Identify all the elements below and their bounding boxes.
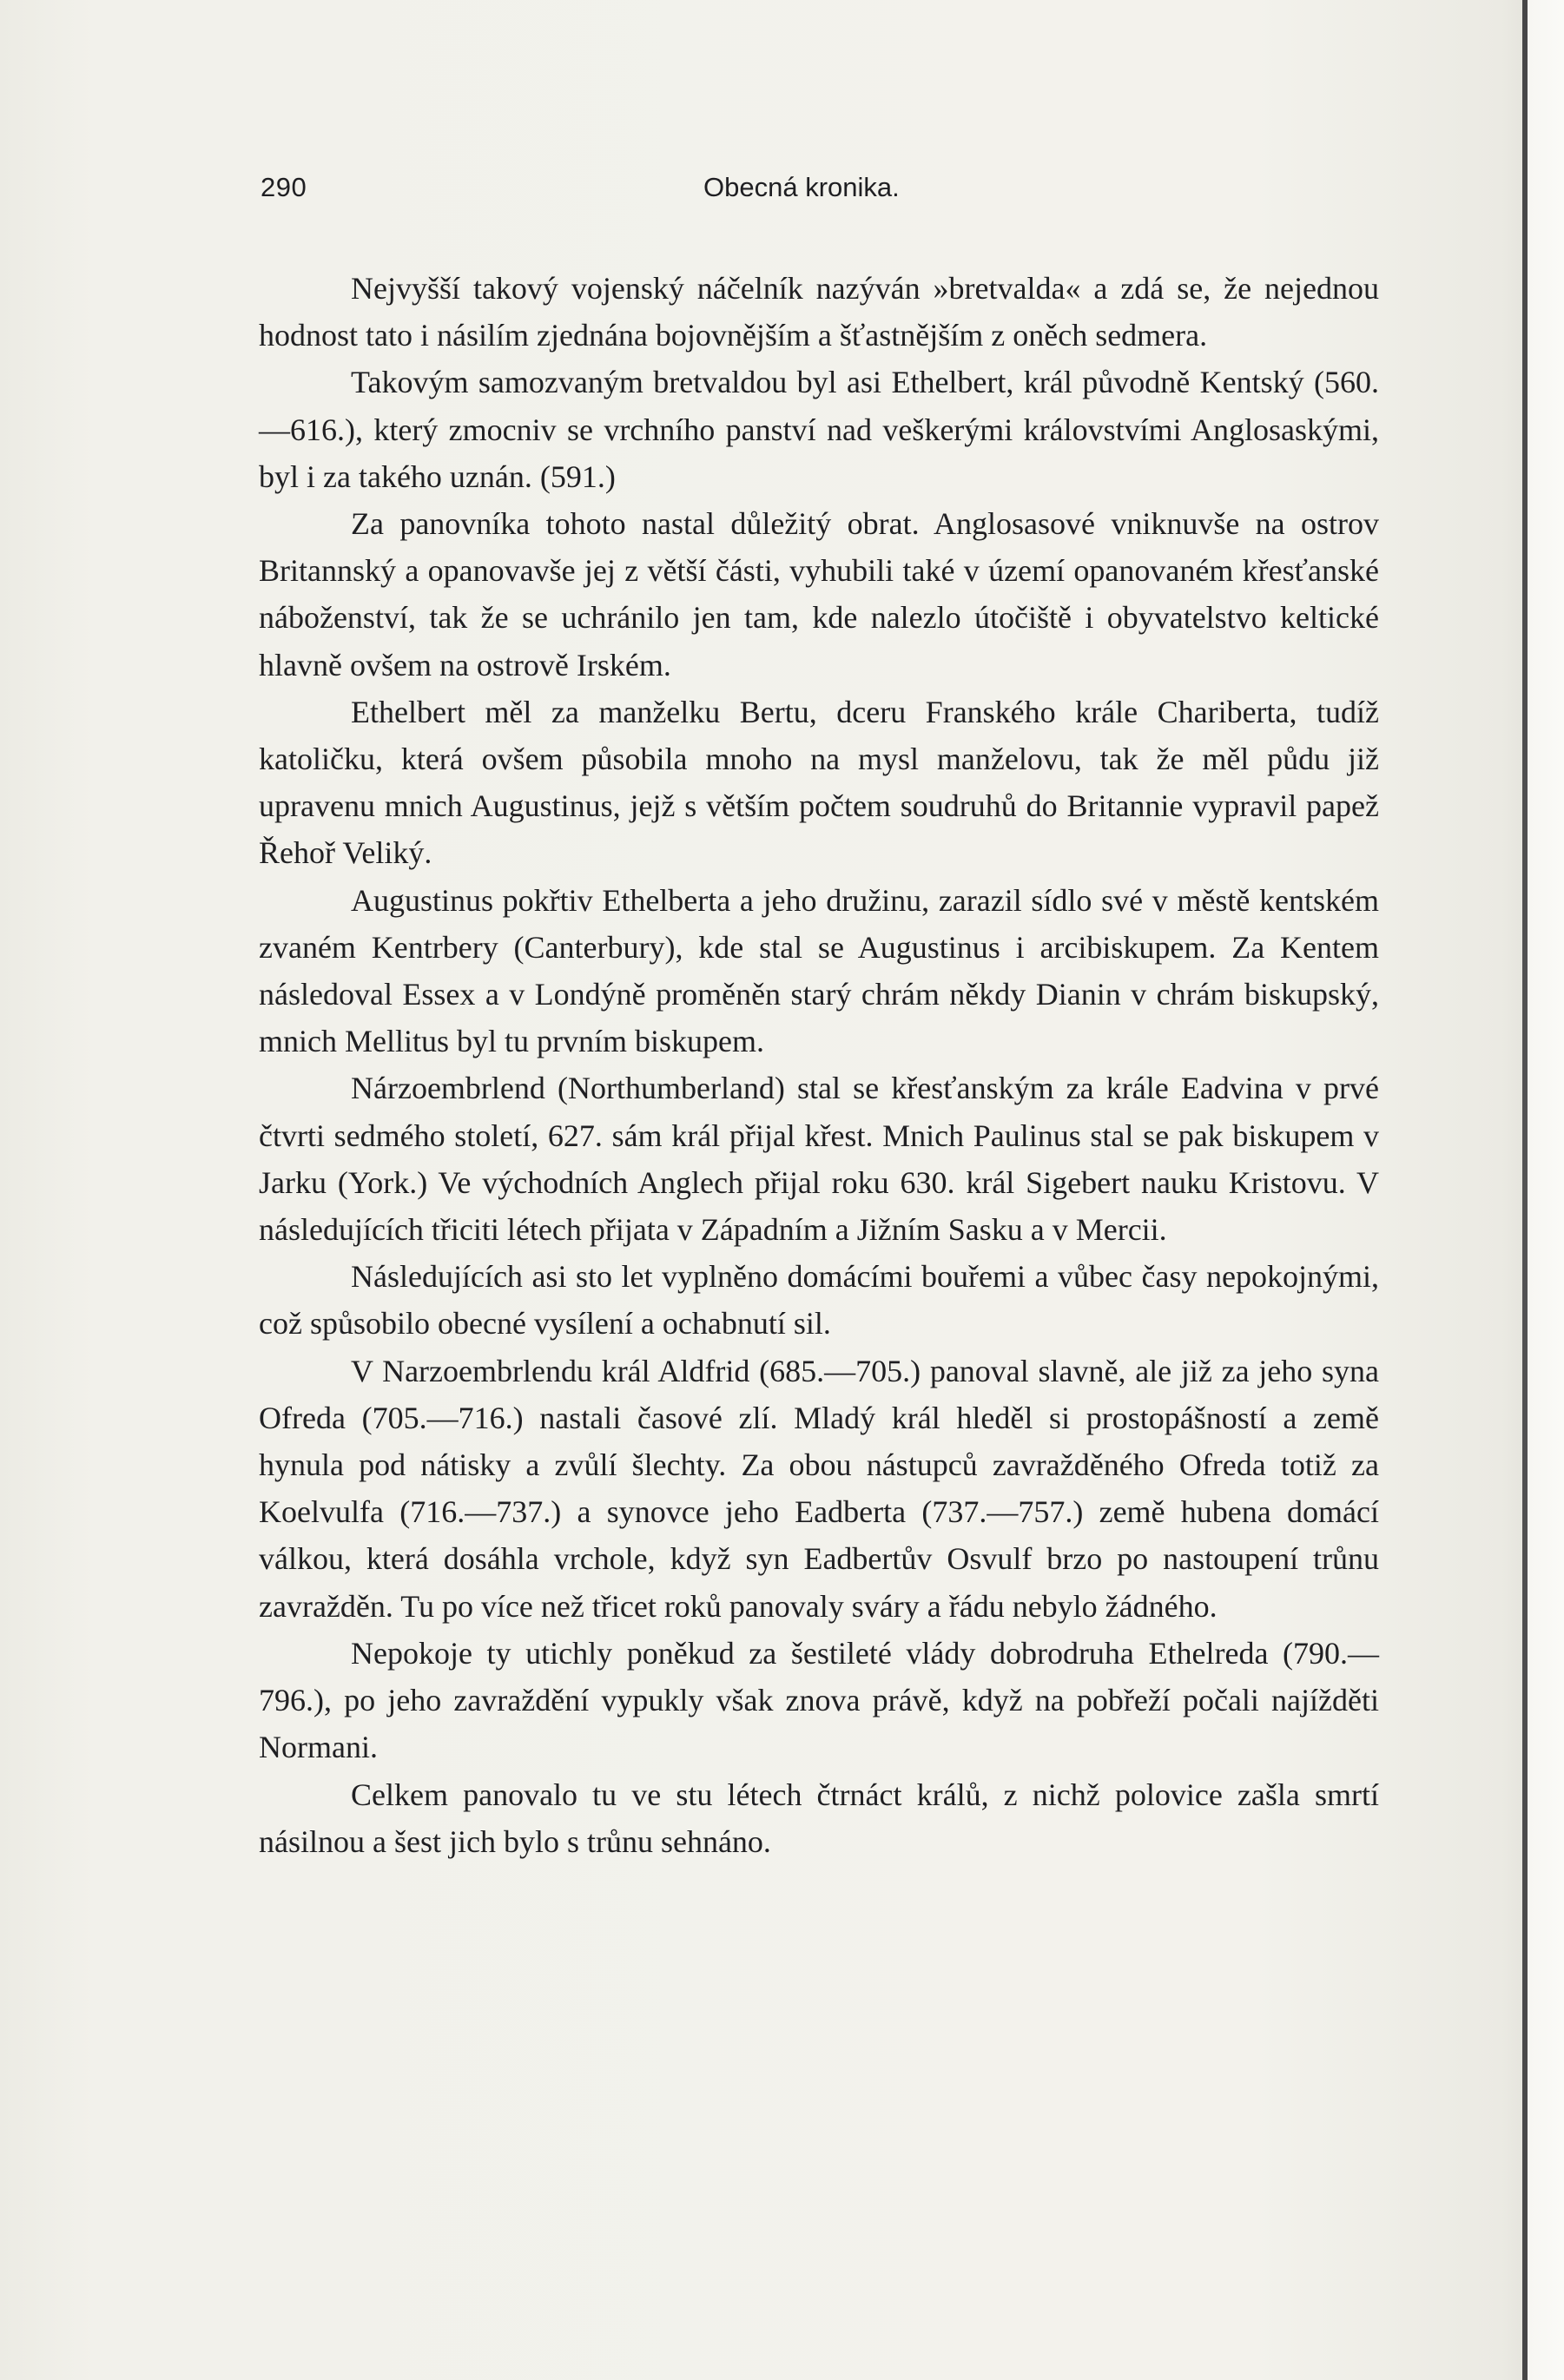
page-number: 290 [261, 172, 307, 202]
paragraph-augustinus: Augustinus pokřtiv Ethelberta a jeho družinu, zarazil sídlo své v městě kentském zvaném Kentrbery (Canterbury), kde stal se Augustinus i arcibiskupem. Za Kentem následoval Essex a v Londýně proměněn starý chrám někdy Dianin v chrám biskupský, mnich Mellitus byl tu prvním biskupem. [259, 882, 1379, 1059]
body-text [259, 265, 1379, 1865]
paragraph-bretvalda: Nejvyšší takový vojenský náčelník nazýván »bretvalda« a zdá se, že nejednou hodnost tato i násilím zjednána bojovnějším a šťastnějším z oněch sedmera. [259, 271, 1379, 353]
page-margin-right [1528, 0, 1564, 2380]
paragraph-northumberland: Nárzoembrlend (Northumberland) stal se křesťanským za krále Eadvina v prvé čtvrti sedmého století, 627. sám král přijal křest. Mnich Paulinus stal se pak biskupem v Jarku (York.) Ve východních Anglech přijal roku 630. král Sigebert nauku Kristovu. V následujících třiciti létech přijata v Západním a Jižním Sasku a v Mercii. [259, 1071, 1379, 1248]
paragraph-ethelbert: Takovým samozvaným bretvaldou byl asi Ethelbert, král původně Kentský (560.—616.), který zmocniv se vrchního panství nad veškerými královstvími Anglosaskými, byl i za takého uznán. (591.) [259, 365, 1379, 494]
paragraph-obrat: Za panovníka tohoto nastal důležitý obrat. Anglosasové vniknuvše na ostrov Britannský a opanovavše jej z větší části, vyhubili také v území opanovaném křesťanské náboženství, tak že se uchránilo jen tam, kde nalezlo útočiště i obyvatelstvo keltické hlavně ovšem na ostrově Irském. [259, 506, 1379, 682]
paragraph-celkem: Celkem panovalo tu ve stu létech čtrnáct králů, z nichž polovice zašla smrtí násilnou a šest jich bylo s trůnu sehnáno. [259, 1777, 1379, 1859]
paragraph-bertu: Ethelbert měl za manželku Bertu, dceru Franského krále Chariberta, tudíž katoličku, která ovšem působila mnoho na mysl manželovu, tak že měl půdu již upravenu mnich Augustinus, jejž s větším počtem soudruhů do Britannie vypravil papež Řehoř Veliký. [259, 694, 1379, 871]
paragraph-ethelred: Nepokoje ty utichly poněkud za šestileté vlády dobrodruha Ethelreda (790.—796.), po jeho zavraždění vypukly však znova právě, když na pobřeží počali najížděti Normani. [259, 1635, 1379, 1765]
page-header [261, 172, 1381, 215]
paragraph-boure: Následujících asi sto let vyplněno domácími bouřemi a vůbec časy nepokojnými, což spůsobilo obecné vysílení a ochabnutí sil. [259, 1259, 1379, 1342]
paragraph-aldfrid: V Narzoembrlendu král Aldfrid (685.—705.) panoval slavně, ale již za jeho syna Ofreda (705.—716.) nastali časové zlí. Mladý král hleděl si prostopášností a země hynula pod nátisky a zvůlí šlechty. Za obou nástupců zavražděného Ofreda totiž za Koelvulfa (716.—737.) a synovce jeho Eadberta (737.—757.) země hubena domácí válkou, která dosáhla vrchole, když syn Eadbertův Osvulf brzo po nastoupení trůnu zavražděn. Tu po více než třicet roků panovaly sváry a řádu nebylo žádného. [259, 1353, 1379, 1624]
running-title: Obecná kronika. [703, 172, 900, 202]
